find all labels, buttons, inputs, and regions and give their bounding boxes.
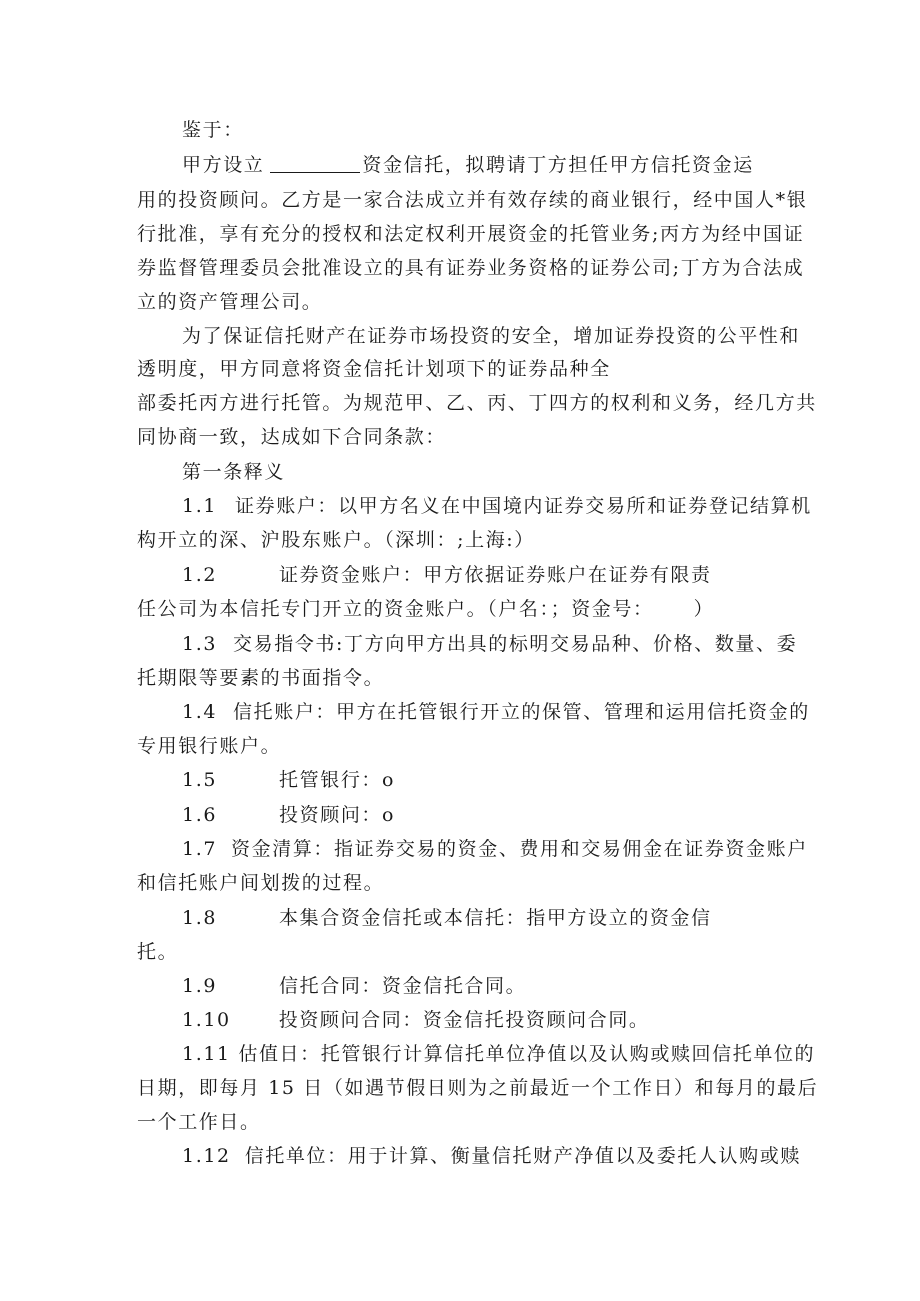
text-span: 信托账户：甲方在托管银行开立的保管、管理和运用信托资金的 — [233, 701, 810, 723]
text-span: 券监督管理委员会批准设立的具有证券业务资格的证券公司;丁方为合法成 — [137, 257, 805, 279]
text-span: 本集合资金信托或本信托：指甲方设立的资金信 — [279, 907, 712, 929]
text-span: 任公司为本信托专门开立的资金账户。（户名：；资金号： — [137, 598, 654, 620]
clause-number: 1.1 — [182, 495, 218, 517]
text-span: 为了保证信托财产在证券市场投资的安全，增加证券投资的公平性和 — [182, 325, 801, 347]
clause-line — [182, 1042, 815, 1066]
text-span: 证券资金账户：甲方依据证券账户在证券有限责 — [279, 564, 712, 586]
text-line — [137, 528, 535, 552]
text-line — [137, 666, 384, 690]
text-span: 专用银行账户。 — [137, 735, 282, 757]
text-line — [182, 153, 754, 177]
clause-number: 1.10 — [182, 1009, 231, 1031]
text-span: 托期限等要素的书面指令。 — [137, 667, 385, 689]
clause-number: 1.5 — [182, 769, 218, 791]
text-line — [137, 940, 178, 964]
clause-number: 1.4 — [182, 701, 218, 723]
fill-in-blank — [270, 154, 360, 173]
clause-line — [182, 906, 712, 930]
text-span: 1.11 估值日：托管银行计算信托单位净值以及认购或赎回信托单位的 — [182, 1043, 816, 1065]
text-span: 日期，即每月 15 日（如遇节假日则为之前最近一个工作日）和每月的最后 — [137, 1077, 819, 1099]
text-span: 立的资产管理公司。 — [137, 291, 323, 313]
text-line — [137, 1110, 261, 1134]
text-span: 投资顾问：o — [279, 804, 396, 826]
text-span: 部委托丙方进行托管。为规范甲、乙、丙、丁四方的权利和义务，经几方共 — [137, 392, 817, 414]
clause-line — [182, 1144, 801, 1168]
text-span: 同协商一致，达成如下合同条款： — [137, 426, 447, 448]
clause-number: 1.6 — [182, 804, 218, 826]
clause-line — [182, 1008, 650, 1032]
clause-line — [182, 768, 395, 792]
text-line — [137, 222, 804, 246]
text-span: 信托合同：资金信托合同。 — [279, 975, 527, 997]
clause-line — [182, 700, 810, 724]
clause-number: 1.7 — [182, 838, 218, 860]
text-span: 甲方设立 — [182, 154, 265, 176]
text-span: ） — [693, 598, 715, 620]
text-line — [182, 118, 244, 142]
text-line — [137, 256, 804, 280]
text-span: 资金信托，拟聘请丁方担任甲方信托资金运 — [362, 154, 754, 176]
clause-number: 1.8 — [182, 907, 218, 929]
text-span: 鉴于： — [182, 119, 244, 141]
text-span: 透明度，甲方同意将资金信托计划项下的证券品种全 — [137, 358, 611, 380]
text-span: 交易指令书:丁方向甲方出具的标明交易品种、价格、数量、委 — [233, 633, 798, 655]
clause-line — [182, 974, 526, 998]
text-line — [137, 357, 611, 381]
text-line — [137, 425, 446, 449]
text-span: 行批准，享有充分的授权和法定权利开展资金的托管业务;丙方为经中国证 — [137, 223, 805, 245]
section-heading — [182, 460, 285, 484]
clause-number: 1.2 — [182, 564, 218, 586]
text-span: 资金清算：指证券交易的资金、费用和交易佣金在证券资金账户 — [231, 838, 808, 860]
clause-line — [182, 563, 712, 587]
text-span: 用的投资顾问。乙方是一家合法成立并有效存续的商业银行，经中国人*银 — [137, 189, 808, 211]
text-span: 构开立的深、沪股东账户。（深圳：;上海:） — [137, 529, 535, 551]
clause-number: 1.9 — [182, 975, 218, 997]
text-line — [137, 871, 384, 895]
text-line — [137, 188, 807, 212]
text-span: 和信托账户间划拨的过程。 — [137, 872, 385, 894]
text-span: 证券账户：以甲方名义在中国境内证券交易所和证券登记结算机 — [235, 495, 812, 517]
text-span: 托。 — [137, 941, 179, 963]
clause-number: 1.12 — [182, 1145, 231, 1167]
text-line — [137, 734, 281, 758]
clause-line — [182, 632, 797, 656]
text-line — [137, 290, 322, 314]
clause-line — [182, 803, 395, 827]
text-span: 信托单位：用于计算、衡量信托财产净值以及委托人认购或赎 — [244, 1145, 801, 1167]
text-line — [182, 324, 800, 348]
text-span: 投资顾问合同：资金信托投资顾问合同。 — [278, 1009, 650, 1031]
text-span: 第一条释义 — [182, 461, 286, 483]
text-line — [137, 391, 817, 415]
clause-line — [182, 837, 808, 861]
clause-number: 1.3 — [182, 633, 218, 655]
text-line — [137, 1076, 818, 1100]
text-span: 一个工作日。 — [137, 1111, 261, 1133]
text-span: 托管银行：o — [279, 769, 396, 791]
clause-line — [182, 494, 812, 518]
text-line — [137, 597, 714, 621]
